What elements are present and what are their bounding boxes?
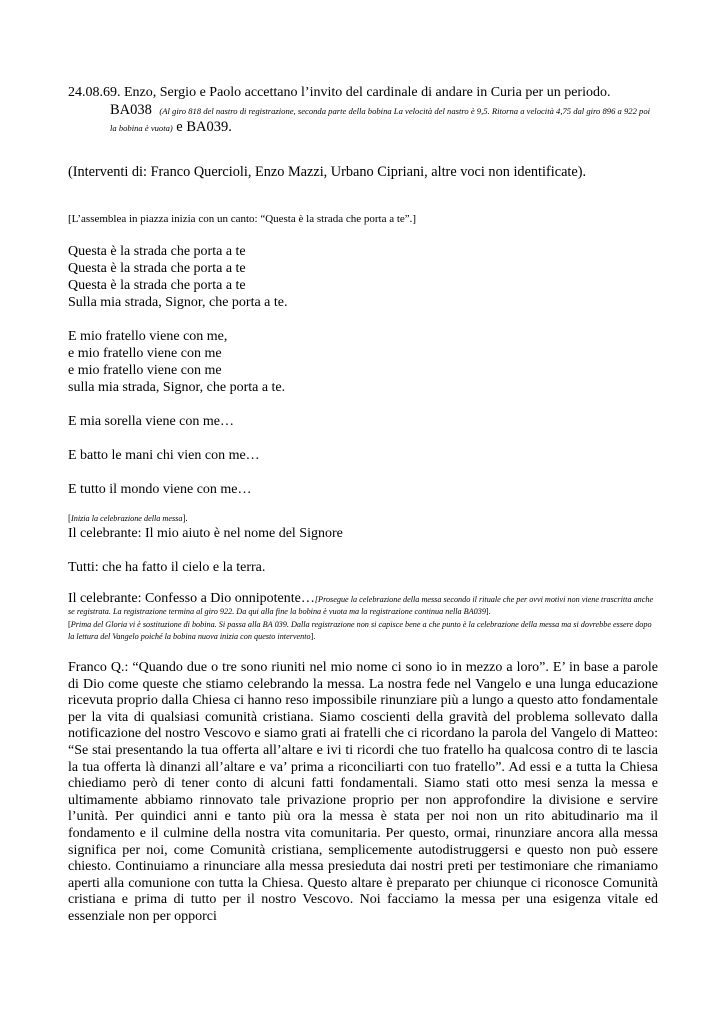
song-line: e mio fratello viene con me	[68, 346, 222, 361]
header-line: 24.08.69. Enzo, Sergio e Paolo accettano l’invito del cardinale di andare in Curia per un periodo.	[68, 85, 611, 100]
song-line: Questa è la strada che porta a te	[68, 278, 246, 293]
speakers-line: (Interventi di: Franco Quercioli, Enzo Mazzi, Urbano Cipriani, altre voci non identificate).	[68, 164, 587, 180]
mass-start-label: Inizia la celebrazione della messa	[71, 514, 183, 523]
song-line: e mio fratello viene con me	[68, 363, 222, 378]
song-line: Questa è la strada che porta a te	[68, 261, 246, 276]
all-response: Tutti: che ha fatto il cielo e la terra.	[68, 560, 266, 575]
document-page	[68, 84, 658, 926]
song-verse-2	[68, 328, 658, 396]
note-close: ].	[310, 632, 316, 641]
song-line: Sulla mia strada, Signor, che porta a te.	[68, 295, 288, 310]
celebrant-confession: Il celebrante: Confesso a Dio onnipotente…	[68, 591, 315, 606]
recording-note-1: [Prosegue la celebrazione della messa secondo il rituale che per ovvi motivi non viene trascritta anche se registrata. La registrazione termina al giro 922. Da qui alla fine la bobina è vuota ma la registrazione continua nella BA039	[68, 595, 654, 616]
tape-end: e BA039.	[176, 119, 232, 135]
assembly-intro: [L’assemblea in piazza inizia con un canto: “Questa è la strada che porta a te”.]	[68, 213, 417, 225]
song-line: E mio fratello viene con me,	[68, 329, 228, 344]
mass-start-note	[68, 512, 658, 525]
song-line: sulla mia strada, Signor, che porta a te.	[68, 380, 286, 395]
song-verse-1	[68, 243, 658, 311]
tape-note: (Al giro 818 del nastro di registrazione, seconda parte della bobina La velocità del nastro è 9,5. Ritorna a velocità 4,75 dal giro 896 a 922 poi la bobina è vuota)	[110, 106, 651, 133]
bracket-open: [	[68, 513, 71, 523]
tape-code: BA038	[110, 102, 152, 118]
celebrant-line-1: Il celebrante: Il mio aiuto è nel nome del Signore	[68, 526, 343, 541]
franco-speech: Franco Q.: “Quando due o tre sono riuniti nel mio nome ci sono io in mezzo a loro”. E’ in base a parole di Dio come queste che stiamo celebrando la messa. La nostra fede nel Vangelo e una lunga educazione ricevuta proprio dalla Chiesa ci hanno reso impossibile rinunziare più a lungo a questo atto fondamentale per la vita di qualsiasi comunità cristiana. Siamo coscienti della gravità del problema sollevato dalla notificazione del nostro Vescovo e siamo grati ai fratelli che ci ricordano la parola del Vangelo di Matteo: “Se stai presentando la tua offerta all’altare e ivi ti ricordi che tuo fratello ha qualcosa contro di te lascia la tua offerta là dinanzi all’altare e va’ prima a riconciliarti con tuo fratello”. Ad essi e a tutta la Chiesa chiediamo però di tener conto di alcuni fatti fondamentali. Siamo stati otto mesi senza la messa e ultimamente abbiamo rinnovato tale privazione proprio per non approfondire la divisione e servire l’unità. Per quindici anni e tanto più ora la messa è stata per noi non un rito abitudinario ma il fondamento e il culmine della nostra vita comunitaria. Per questo, ormai, rinunziare ancora alla messa significa per noi, come Comunità cristiana, semplicemente autodistruggersi e questo non può essere chiesto. Continuiamo a rinunciare alla messa presieduta dai nostri preti per testimoniare che rimaniamo aperti alla comunione con tutta la Chiesa. Questo altare è preparato per chiunque ci riconosce Comunità cristiana e prima di tutto per il nostro Vescovo. Noi facciamo la messa per una esigenza vitale ed essenziale non per opporci	[68, 660, 659, 924]
bracket-close: ].	[182, 513, 188, 523]
celebrant-line-2	[68, 593, 658, 617]
song-verse-3: E mia sorella viene con me…	[68, 414, 234, 429]
recording-note-2-text: Prima del Gloria vi è sostituzione di bobina. Si passa alla BA 039. Dalla registrazione non si capisce bene a che punto è la celebrazione della messa ma si dovrebbe essere dopo la lettura del Vangelo poiché la bobina nuova inizia con questo intervento	[68, 620, 652, 641]
song-verse-5: E tutto il mondo viene con me…	[68, 482, 252, 497]
recording-note-2	[68, 618, 658, 642]
song-verse-4: E batto le mani chi vien con me…	[68, 448, 260, 463]
note-open: [	[68, 620, 71, 629]
tape-reference	[68, 102, 658, 136]
note-close: ].	[485, 607, 491, 616]
song-line: Questa è la strada che porta a te	[68, 244, 246, 259]
